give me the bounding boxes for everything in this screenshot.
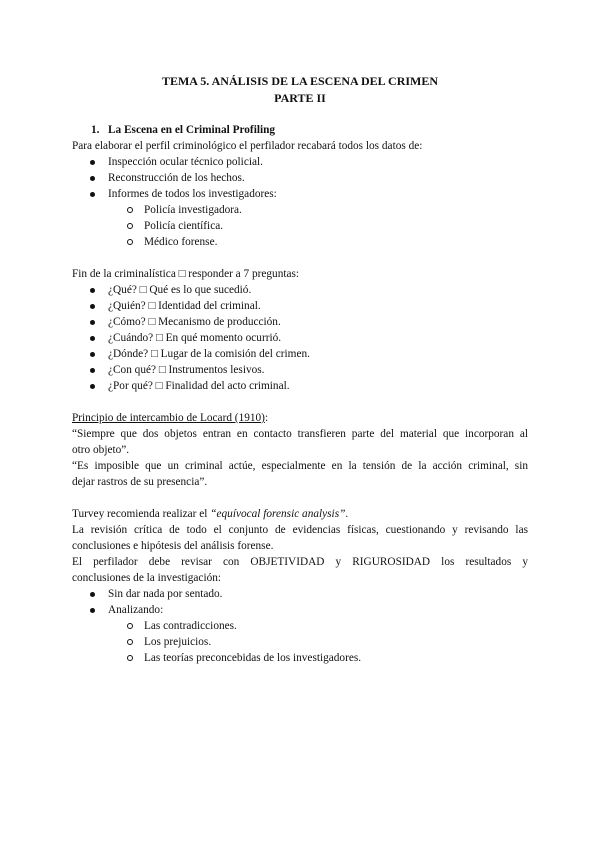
locard-quote-2-end: dejar rastros de su presencia”. [72,476,208,488]
bullet-icon [90,384,95,389]
bullet-icon [90,608,95,613]
turvey-intro-period: . [345,508,349,520]
hollow-bullet-icon [127,623,133,629]
bullet-icon [90,304,95,309]
turvey-paragraph-2-end: conclusiones de la investigación: [72,572,222,584]
section-number: 1. [91,124,100,136]
sub-list-item: Las contradicciones. [144,620,237,632]
locard-quote-2: “Es imposible que un criminal actúe, especialmente en la tensión de la acción criminal, sin [72,460,528,472]
page-title: TEMA 5. ANÁLISIS DE LA ESCENA DEL CRIMEN [161,74,439,88]
bullet-icon [90,352,95,357]
hollow-bullet-icon [127,639,133,645]
question-item: ¿Quién? □ Identidad del criminal. [108,300,261,312]
locard-heading-colon: : [264,412,269,424]
sub-list-item: Policía investigadora. [144,204,242,216]
hollow-bullet-icon [127,207,133,213]
hollow-bullet-icon [127,655,133,661]
question-item: ¿Cuándo? □ En qué momento ocurrió. [108,332,282,344]
bullet-icon [90,288,95,293]
question-item: ¿Con qué? □ Instrumentos lesivos. [108,364,265,376]
bullet-icon [90,368,95,373]
section-heading: La Escena en el Criminal Profiling [108,124,276,136]
question-item: ¿Cómo? □ Mecanismo de producción. [108,316,281,328]
page-subtitle: PARTE II [274,91,326,105]
list-item: Informes de todos los investigadores: [108,188,277,200]
turvey-intro [72,506,348,522]
locard-quote-1: “Siempre que dos objetos entran en contacto transfieren parte del material que incorporan al [72,428,528,440]
list-item: Sin dar nada por sentado. [108,588,223,600]
criminalistica-intro: Fin de la criminalística □ responder a 7 preguntas: [72,268,300,280]
list-item: Inspección ocular técnico policial. [108,156,263,168]
bullet-icon [90,336,95,341]
section-intro: Para elaborar el perfil criminológico el perfilador recabará todos los datos de: [72,140,423,152]
list-item: Analizando: [108,604,164,616]
locard-heading: Principio de intercambio de Locard (1910) [72,412,265,424]
bullet-icon [90,176,95,181]
question-item: ¿Por qué? □ Finalidad del acto criminal. [108,380,290,392]
sub-list-item: Médico forense. [144,236,218,248]
question-item: ¿Qué? □ Qué es lo que sucedió. [108,284,252,296]
question-item: ¿Dónde? □ Lugar de la comisión del crimen. [108,348,310,360]
sub-list-item: Policía científica. [144,220,224,232]
list-item: Reconstrucción de los hechos. [108,172,245,184]
turvey-paragraph-1: La revisión crítica de todo el conjunto de evidencias físicas, cuestionando y revisando las [72,524,528,536]
hollow-bullet-icon [127,223,133,229]
sub-list-item: Las teorías preconcebidas de los investigadores. [144,652,362,664]
bullet-icon [90,320,95,325]
turvey-paragraph-2: El perfilador debe revisar con OBJETIVIDAD y RIGUROSIDAD los resultados y [72,556,528,568]
bullet-icon [90,160,95,165]
locard-heading-line [72,410,268,426]
sub-list-item: Los prejuicios. [144,636,212,648]
bullet-icon [90,192,95,197]
bullet-icon [90,592,95,597]
turvey-intro-text: Turvey recomienda realizar el [72,508,211,520]
hollow-bullet-icon [127,239,133,245]
turvey-paragraph-1-end: conclusiones e hipótesis del análisis forense. [72,540,274,552]
turvey-term: “equívocal forensic analysis” [210,508,346,520]
locard-quote-1-end: otro objeto”. [72,444,130,456]
